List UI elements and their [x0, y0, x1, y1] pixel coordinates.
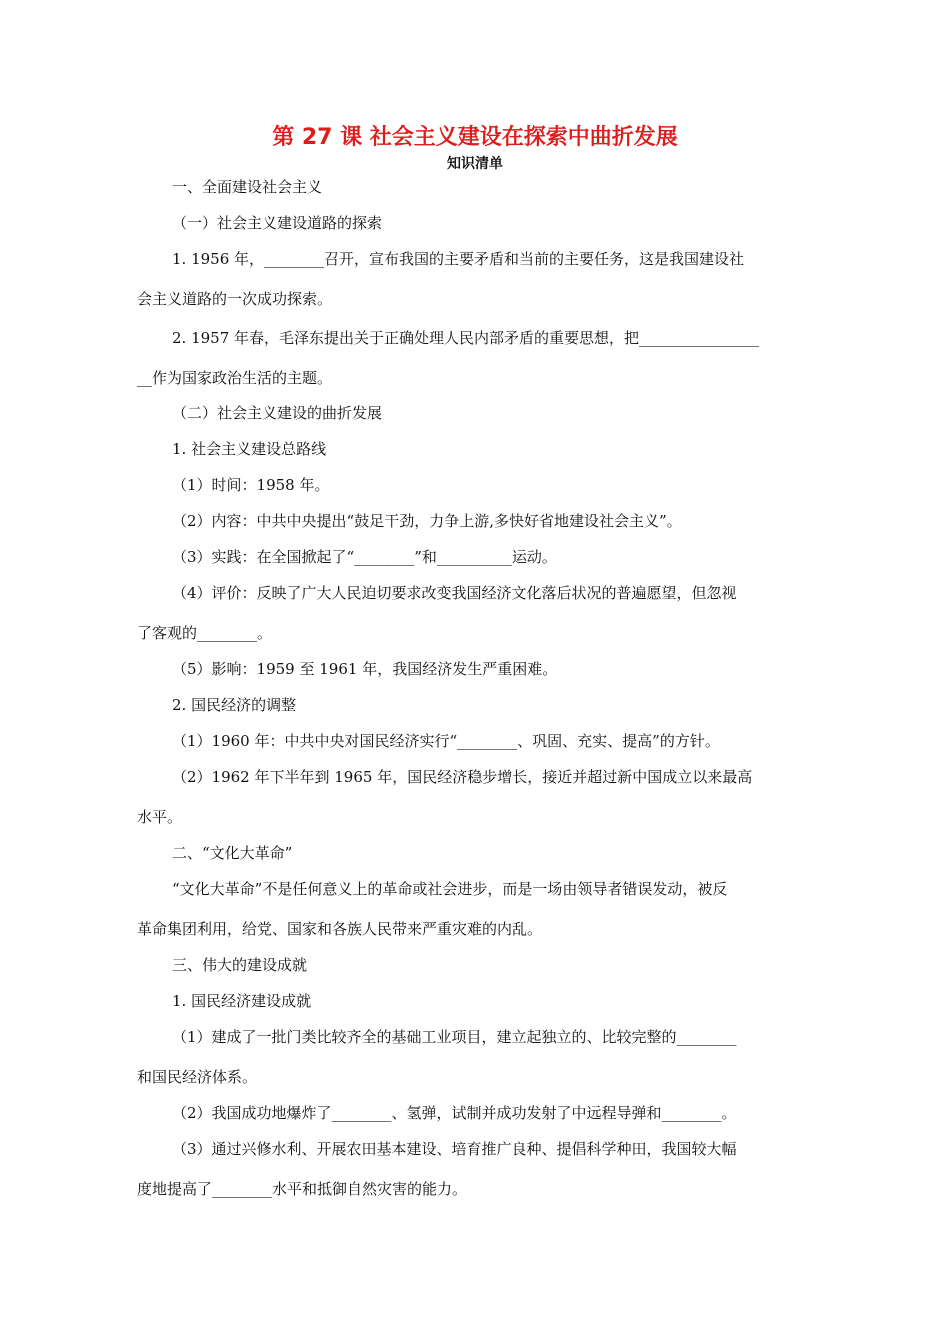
- list-item: （3）通过兴修水利、开展农田基本建设、培育推广良种、提倡科学种田，我国较大幅: [172, 1140, 737, 1158]
- list-item: （5）影响：1959 至 1961 年，我国经济发生严重困难。: [172, 660, 558, 678]
- lesson-title: 第 27 课 社会主义建设在探索中曲折发展: [272, 125, 678, 150]
- heading-3: 三、伟大的建设成就: [172, 956, 308, 974]
- subheading-1-2: （二）社会主义建设的曲折发展: [172, 404, 383, 422]
- list-item: （2）内容：中共中央提出“鼓足干劲，力争上游,多快好省地建设社会主义”。: [172, 512, 682, 530]
- list-item: （4）评价：反映了广大人民迫切要求改变我国经济文化落后状况的普遍愿望，但忽视: [172, 584, 737, 602]
- subheading-1-1: （一）社会主义建设道路的探索: [172, 214, 383, 232]
- list-item: （2）1962 年下半年到 1965 年，国民经济稳步增长，接近并超过新中国成立以来最高: [172, 768, 753, 786]
- paragraph-line: 会主义道路的一次成功探索。: [137, 290, 333, 308]
- list-heading: 1. 社会主义建设总路线: [172, 440, 327, 458]
- paragraph-line: 革命集团利用，给党、国家和各族人民带来严重灾难的内乱。: [137, 920, 543, 938]
- list-item: （1）时间：1958 年。: [172, 476, 330, 494]
- list-heading: 1. 国民经济建设成就: [172, 992, 312, 1010]
- paragraph-line: __作为国家政治生活的主题。: [137, 369, 333, 387]
- list-item-continued: 了客观的________。: [137, 624, 273, 642]
- list-item: （3）实践：在全国掀起了“________”和__________运动。: [172, 548, 557, 566]
- paragraph-line: 1. 1956 年，________召开，宣布我国的主要矛盾和当前的主要任务，这是我国建设社: [172, 250, 745, 268]
- paragraph-line: 2. 1957 年春，毛泽东提出关于正确处理人民内部矛盾的重要思想，把________________: [172, 329, 760, 347]
- heading-2: 二、“文化大革命”: [172, 844, 293, 862]
- section-subtitle: 知识清单: [447, 156, 503, 172]
- list-item-continued: 和国民经济体系。: [137, 1068, 258, 1086]
- list-item-continued: 度地提高了________水平和抵御自然灾害的能力。: [137, 1180, 468, 1198]
- list-item: （1）1960 年：中共中央对国民经济实行“________、巩固、充实、提高”的方针。: [172, 732, 720, 750]
- heading-1: 一、全面建设社会主义: [172, 178, 323, 196]
- paragraph-line: “文化大革命”不是任何意义上的革命或社会进步，而是一场由领导者错误发动，被反: [172, 880, 728, 898]
- list-item: （2）我国成功地爆炸了________、氢弹，试制并成功发射了中远程导弹和________。: [172, 1104, 737, 1122]
- list-heading: 2. 国民经济的调整: [172, 696, 297, 714]
- list-item: （1）建成了一批门类比较齐全的基础工业项目，建立起独立的、比较完整的________: [172, 1028, 737, 1046]
- list-item-continued: 水平。: [137, 808, 183, 826]
